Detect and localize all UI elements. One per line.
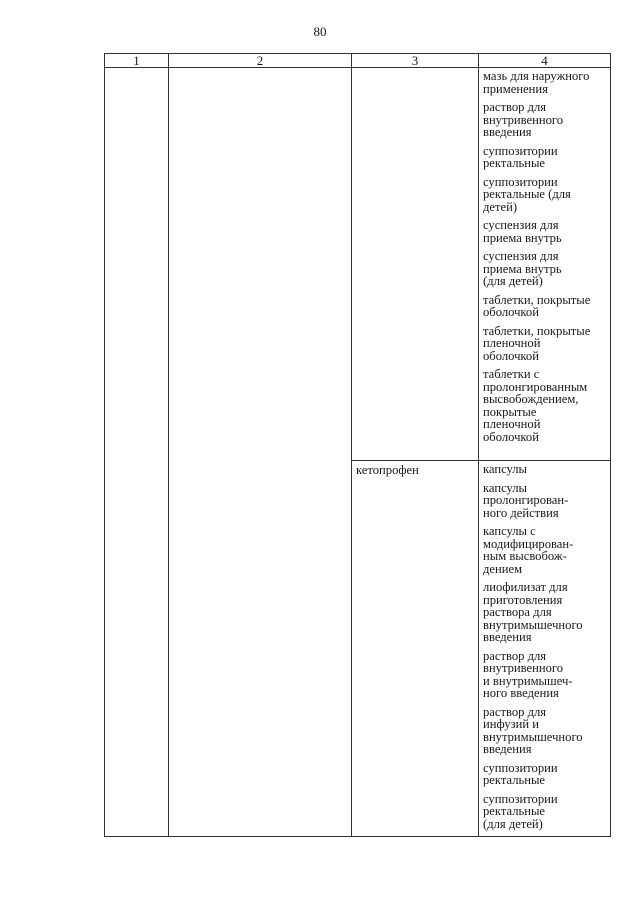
forms-cell (479, 461, 611, 837)
dosage-form: мазь для наружного применения (483, 69, 590, 96)
dosage-form: таблетки, покрытые пленочной оболочкой (483, 323, 591, 363)
drug-cell (352, 461, 479, 837)
dosage-form: суппозитории ректальные (для детей) (483, 791, 558, 831)
drug-name (352, 68, 478, 71)
forms-cell (479, 68, 611, 461)
dosage-form: суппозитории ректальные (483, 143, 558, 170)
header-col-3: 3 (352, 54, 479, 68)
col-2-cell (169, 68, 352, 837)
table-body (105, 68, 611, 837)
dosage-form: суспензия для приема внутрь (483, 218, 562, 245)
dosage-form: капсулы пролонгирован- ного действия (483, 480, 569, 520)
dosage-form: капсулы с модифицирован- ным высвобож- дением (483, 524, 574, 576)
drug-cell (352, 68, 479, 461)
col-1-cell (105, 68, 169, 837)
dosage-form: суппозитории ректальные (483, 760, 558, 787)
drug-name: кетопрофен (356, 463, 419, 477)
table-header (105, 54, 611, 68)
dosage-form-list (479, 461, 610, 830)
dosage-form-list (479, 68, 610, 443)
table-row (105, 68, 611, 461)
dosage-form: лиофилизат для приготовления раствора для внутримышечного введения (483, 580, 583, 644)
dosage-form: таблетки, покрытые оболочкой (483, 292, 591, 319)
page-number: 80 (313, 24, 327, 39)
drug-forms-table (104, 53, 611, 837)
dosage-form: раствор для инфузий и внутримышечного введения (483, 704, 583, 756)
dosage-form: капсулы (483, 462, 528, 476)
header-row (105, 54, 611, 68)
dosage-form: таблетки с пролонгированным высвобождением, покрытые пленочной оболочкой (483, 367, 588, 444)
dosage-form: суппозитории ректальные (для детей) (483, 174, 571, 214)
dosage-form: раствор для внутривенного и внутримышеч- ного введения (483, 648, 573, 700)
dosage-form: раствор для внутривенного введения (483, 100, 564, 139)
dosage-form: суспензия для приема внутрь (для детей) (483, 249, 562, 288)
header-col-1: 1 (105, 54, 169, 68)
header-col-4: 4 (479, 54, 611, 68)
header-col-2: 2 (169, 54, 352, 68)
